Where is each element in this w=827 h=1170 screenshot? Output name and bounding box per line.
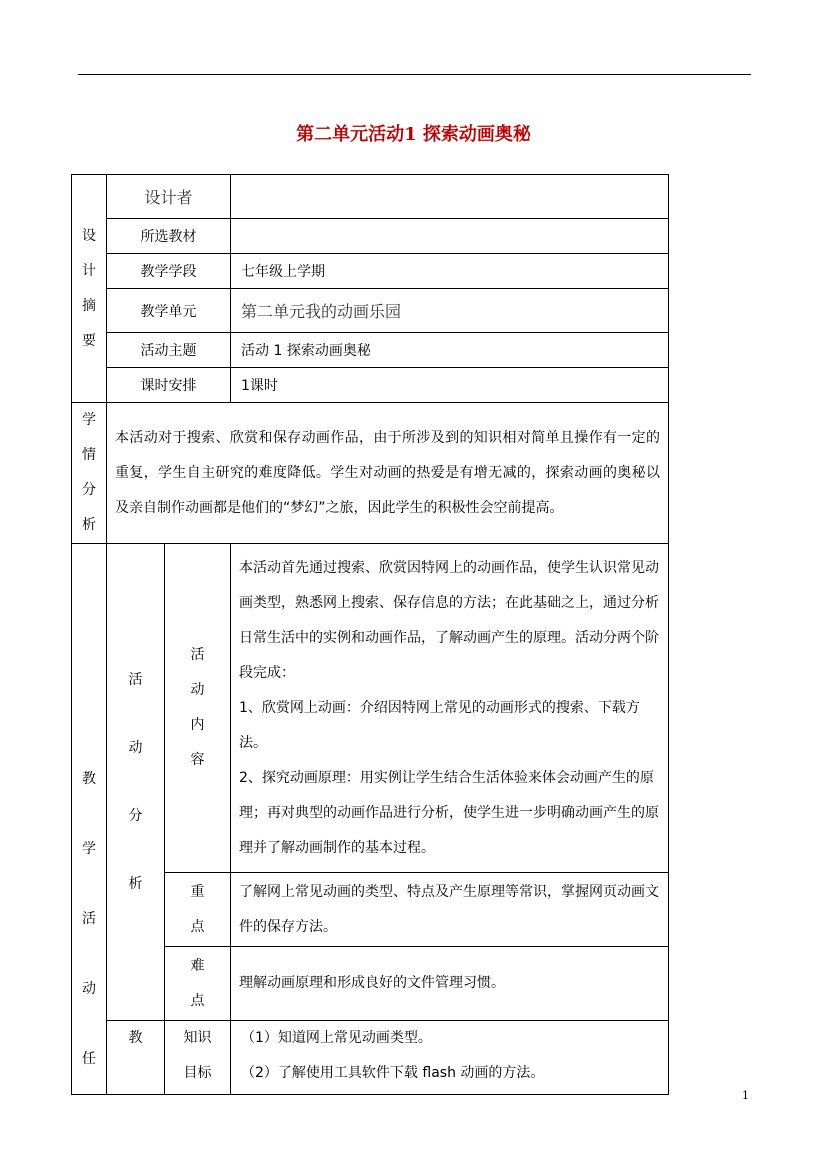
learner-analysis-text: 本活动对于搜索、欣赏和保存动画作品，由于所涉及到的知识相对简单且操作有一定的重复，学生自主研究的难度降低。学生对动画的热爱是有增无减的，探索动画的奥秘以及亲自制作动画都是他们的“梦幻”之旅，因此学生的积极性会空前提高。: [107, 403, 669, 544]
row-label-designer: 设计者: [107, 175, 231, 219]
difficulty-text: 理解动画原理和形成良好的文件管理习惯。: [231, 947, 669, 1021]
content-paragraph-2: 1、欣赏网上动画：介绍因特网上常见的动画形式的搜索、下载方法。: [239, 699, 640, 751]
row-label-unit: 教学单元: [107, 289, 231, 333]
row-label-stage: 教学学段: [107, 254, 231, 289]
page-number: 1: [742, 1089, 749, 1102]
activity-analysis-label: 活 动 分 析: [107, 544, 165, 1021]
row-value-schedule: 1课时: [231, 368, 669, 403]
goal-line-1: （1）知道网上常见动画类型。: [241, 1030, 432, 1047]
header-rule: [78, 74, 751, 75]
row-value-stage: 七年级上学期: [231, 254, 669, 289]
design-summary-label: 设 计 摘 要: [72, 175, 107, 403]
row-label-theme: 活动主题: [107, 333, 231, 368]
activity-content-text: [231, 544, 669, 873]
row-value-unit: 第二单元我的动画乐园: [231, 289, 669, 333]
content-paragraph-1: 本活动首先通过搜索、欣赏因特网上的动画作品，使学生认识常见动画类型，熟悉网上搜索、保存信息的方法；在此基础之上，通过分析日常生活中的实例和动画作品，了解动画产生的原理。活动分两个阶段完成：: [239, 559, 660, 681]
key-point-label: 重 点: [165, 873, 231, 947]
knowledge-goal-label: 知识 目标: [165, 1021, 231, 1095]
learner-analysis-label: 学 情 分 析: [72, 403, 107, 544]
lesson-plan-table: [71, 174, 669, 1095]
row-label-textbook: 所选教材: [107, 219, 231, 254]
goal-line-2: （2）了解使用工具软件下载 flash 动画的方法。: [241, 1065, 545, 1082]
activity-content-label: 活 动 内 容: [165, 544, 231, 873]
knowledge-goal-text: [231, 1021, 669, 1095]
page-title: 第二单元活动1 探索动画奥秘: [296, 124, 531, 145]
key-point-text: 了解网上常见动画的类型、特点及产生原理等常识，掌握网页动画文件的保存方法。: [231, 873, 669, 947]
row-label-schedule: 课时安排: [107, 368, 231, 403]
goal-section-label: 教: [107, 1021, 165, 1095]
row-value-designer: [231, 175, 669, 219]
row-value-textbook: [231, 219, 669, 254]
content-paragraph-3: 2、探究动画原理：用实例让学生结合生活体验来体会动画产生的原理；再对典型的动画作品进行分析，使学生进一步明确动画产生的原理并了解动画制作的基本过程。: [239, 769, 660, 856]
difficulty-label: 难 点: [165, 947, 231, 1021]
teaching-activity-label: 教 学 活 动 任: [72, 544, 107, 1095]
row-value-theme: 活动 1 探索动画奥秘: [231, 333, 669, 368]
